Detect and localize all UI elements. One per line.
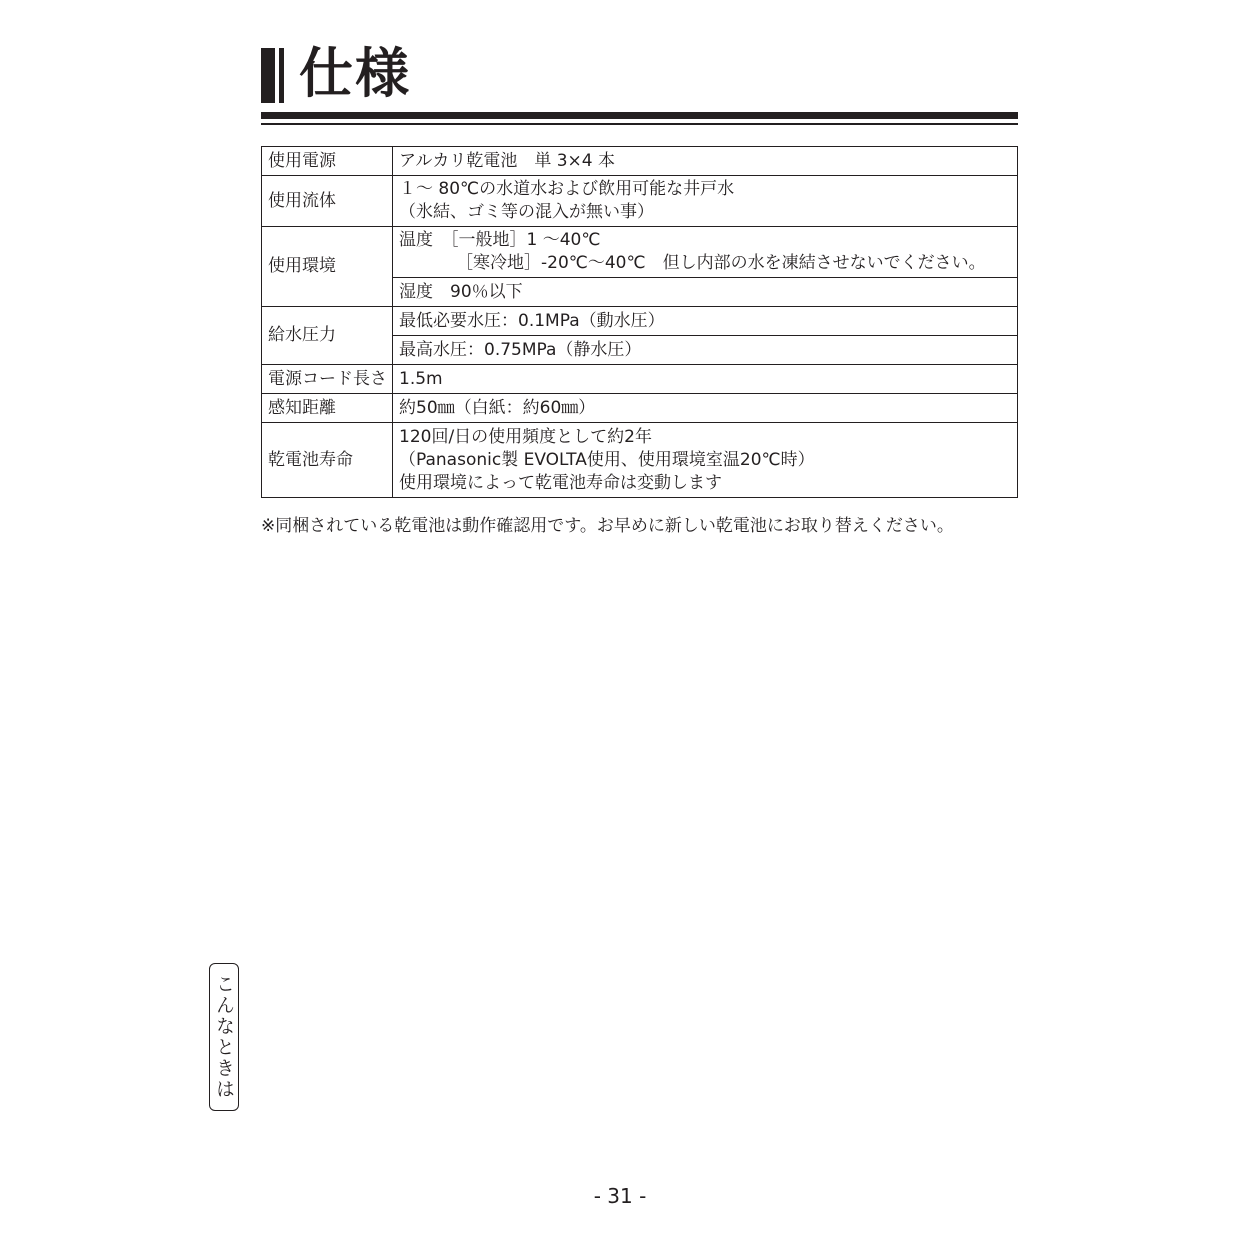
battery-note: ※同梱されている乾電池は動作確認用です。お早めに新しい乾電池にお取り替えください。 <box>261 516 954 536</box>
heading-bar-mark <box>261 48 275 103</box>
row-label-water-pressure: 給水圧力 <box>262 307 393 365</box>
row-value-power: アルカリ乾電池 単 3×4 本 <box>393 147 1018 176</box>
section-side-tab <box>209 963 239 1111</box>
table-row <box>262 147 1018 176</box>
page-title: 仕様 <box>299 42 411 105</box>
row-value-battery-life <box>393 423 1018 498</box>
row-value-fluid <box>393 176 1018 227</box>
side-tab-label: こんなときは <box>213 974 235 1100</box>
table-row <box>262 227 1018 278</box>
row-label-fluid: 使用流体 <box>262 176 393 227</box>
row-label-battery-life: 乾電池寿命 <box>262 423 393 498</box>
row-value-max-pressure: 最高水圧：0.75MPa（静水圧） <box>393 336 1018 365</box>
row-value-min-pressure: 最低必要水圧：0.1MPa（動水圧） <box>393 307 1018 336</box>
value-line: （氷結、ゴミ等の混入が無い事） <box>399 202 654 222</box>
row-value-temperature <box>393 227 1018 278</box>
row-value-sensing-distance: 約50㎜（白紙：約60㎜） <box>393 394 1018 423</box>
row-label-sensing-distance: 感知距離 <box>262 394 393 423</box>
row-label-cord-length: 電源コード長さ <box>262 365 393 394</box>
value-line: （Panasonic製 EVOLTA使用、使用環境室温20℃時） <box>399 449 815 470</box>
spec-table <box>261 146 1018 498</box>
table-row <box>262 365 1018 394</box>
value-line: 使用環境によって乾電池寿命は変動します <box>399 472 722 493</box>
table-row <box>262 423 1018 498</box>
row-value-cord-length: 1.5m <box>393 365 1018 394</box>
page-heading <box>261 40 1018 130</box>
value-line: 温度 ［一般地］1 ～40℃ <box>399 230 601 250</box>
page-number: - 31 - <box>593 1184 647 1208</box>
value-line: 120回/日の使用頻度として約2年 <box>399 426 652 447</box>
heading-rule-thick <box>261 112 1018 119</box>
table-row <box>262 307 1018 336</box>
heading-bar-mark-thin <box>279 48 284 103</box>
row-label-environment: 使用環境 <box>262 227 393 307</box>
row-value-humidity: 湿度 90％以下 <box>393 278 1018 307</box>
row-label-power: 使用電源 <box>262 147 393 176</box>
heading-rule-thin <box>261 123 1018 125</box>
value-line: ［寒冷地］-20℃～40℃ 但し内部の水を凍結させないでください。 <box>456 253 986 273</box>
table-row <box>262 176 1018 227</box>
value-line: １～ 80℃の水道水および飲用可能な井戸水 <box>399 179 735 199</box>
table-row <box>262 394 1018 423</box>
